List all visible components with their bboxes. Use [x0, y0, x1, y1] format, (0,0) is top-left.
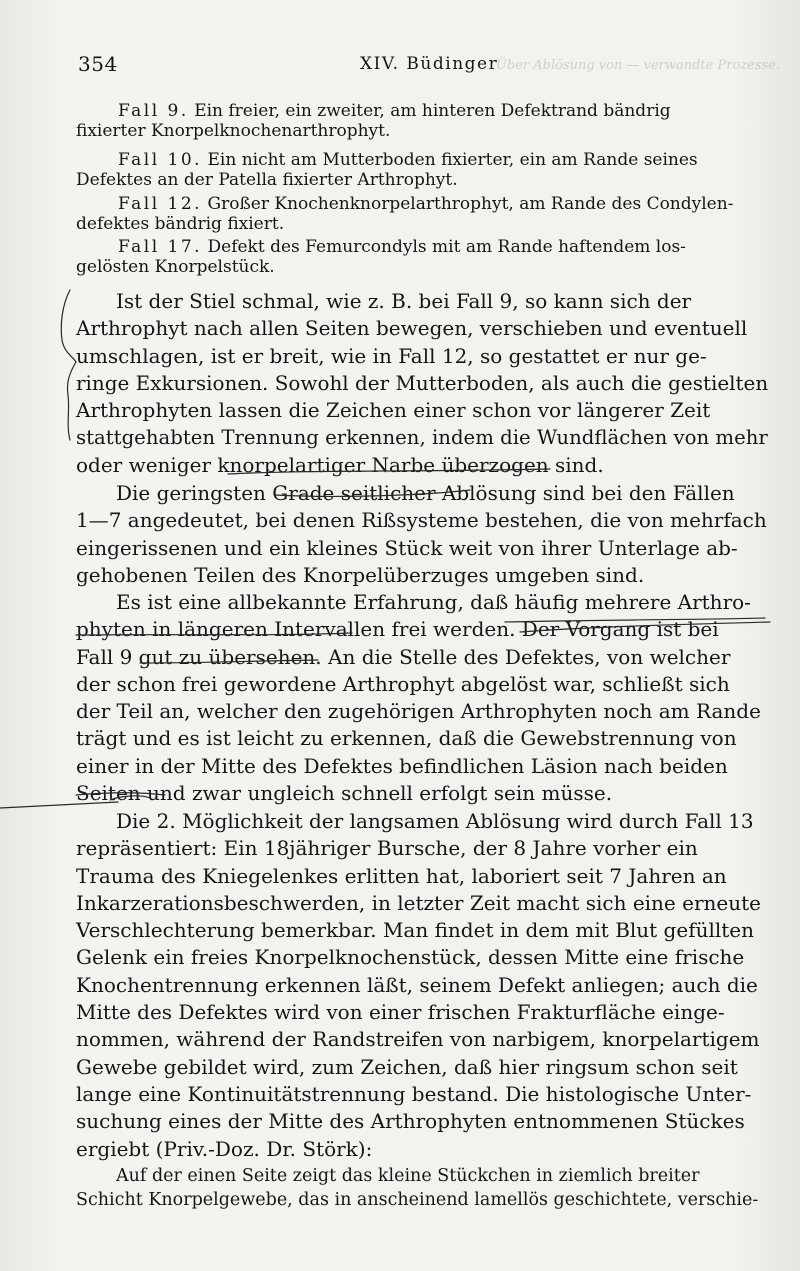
paragraph-line: oder weniger knorpelartiger Narbe überzogen sind.	[76, 452, 604, 477]
paragraph-line: Gelenk ein freies Knorpelknochenstück, dessen Mitte eine frische	[76, 945, 745, 970]
case-text-line: Defektes an der Patella fixierter Arthrophyt.	[76, 170, 458, 190]
case-fall-12	[76, 194, 768, 234]
bleed-through-text: Über Ablösung von — verwandte Prozesse.	[495, 58, 780, 73]
page-header	[78, 52, 760, 82]
running-title: XIV. Büdinger	[360, 54, 499, 74]
paragraph-line: der Teil an, welcher den zugehörigen Arthrophyten noch am Rande	[76, 699, 761, 724]
case-text-line: gelösten Knorpelstück.	[76, 257, 275, 277]
histology-quote	[76, 1164, 768, 1212]
paragraph-erfahrung	[76, 589, 768, 807]
case-text-line: Ein freier, ein zweiter, am hinteren Defektrand bändrig	[194, 101, 671, 121]
paragraph-line: eingerissenen und ein kleines Stück weit von ihrer Unterlage ab-	[76, 535, 738, 560]
paragraph-line: repräsentiert: Ein 18jähriger Bursche, der 8 Jahre vorher ein	[76, 836, 698, 861]
case-text-line: defektes bändrig fixiert.	[76, 214, 285, 234]
paragraph-line: Seiten und zwar ungleich schnell erfolgt sein müsse.	[76, 781, 613, 806]
paragraph-line: Inkarzerationsbeschwerden, in letzter Zeit macht sich eine erneute	[76, 890, 761, 915]
paragraph-line: Es ist eine allbekannte Erfahrung, daß häufig mehrere Arthro-	[116, 590, 751, 614]
paragraph-line: ergiebt (Priv.-Doz. Dr. Störk):	[76, 1136, 373, 1161]
paragraph-moeglichkeit	[76, 808, 768, 1163]
page-number: 354	[78, 52, 118, 76]
paragraph-line: Arthrophyt nach allen Seiten bewegen, verschieben und eventuell	[76, 316, 748, 341]
paragraph-line: einer in der Mitte des Defektes befindlichen Läsion nach beiden	[76, 753, 728, 778]
case-label: Fall 9.	[118, 101, 189, 121]
case-text-line: Defekt des Femurcondyls mit am Rande haftendem los-	[207, 237, 686, 257]
paragraph-line: umschlagen, ist er breit, wie in Fall 12, so gestattet er nur ge-	[76, 343, 707, 368]
paragraph-line: Arthrophyten lassen die Zeichen einer schon vor längerer Zeit	[76, 398, 711, 423]
quote-line: Schicht Knorpelgewebe, das in anscheinend lamellös geschichtete, verschie-	[76, 1190, 759, 1210]
paragraph-line: nommen, während der Randstreifen von narbigem, knorpelartigem	[76, 1027, 760, 1052]
paragraph-line: Knochentrennung erkennen läßt, seinem Defekt anliegen; auch die	[76, 972, 758, 997]
case-text-line: fixierter Knorpelknochenarthrophyt.	[76, 121, 391, 141]
case-label: Fall 17.	[118, 237, 203, 257]
paragraph-line: Ist der Stiel schmal, wie z. B. bei Fall 9, so kann sich der	[116, 289, 692, 313]
paragraph-line: Die 2. Möglichkeit der langsamen Ablösung wird durch Fall 13	[116, 809, 754, 833]
case-text-line: Ein nicht am Mutterboden fixierter, ein am Rande seines	[207, 150, 698, 170]
paragraph-line: Verschlechterung bemerkbar. Man findet in dem mit Blut gefüllten	[76, 918, 755, 943]
case-fall-10	[76, 150, 768, 190]
paragraph-line: ringe Exkursionen. Sowohl der Mutterboden, als auch die gestielten	[76, 370, 769, 395]
paragraph-line: Gewebe gebildet wird, zum Zeichen, daß hier ringsum schon seit	[76, 1054, 738, 1079]
paragraph-line: Trauma des Kniegelenkes erlitten hat, laboriert seit 7 Jahren an	[76, 863, 727, 888]
paragraph-line: lange eine Kontinuitätstrennung bestand. Die histologische Unter-	[76, 1081, 752, 1106]
quote-line: Auf der einen Seite zeigt das kleine Stückchen in ziemlich breiter	[116, 1166, 700, 1186]
case-label: Fall 12.	[118, 194, 203, 214]
paragraph-line: Fall 9 gut zu übersehen. An die Stelle des Defektes, von welcher	[76, 644, 731, 669]
case-fall-9	[76, 101, 768, 141]
case-fall-17	[76, 237, 768, 277]
paragraph-line: 1—7 angedeutet, bei denen Rißsysteme bestehen, die von mehrfach	[76, 508, 767, 533]
paragraph-line: Die geringsten Grade seitlicher Ablösung sind bei den Fällen	[116, 481, 735, 505]
paragraph-line: suchung eines der Mitte des Arthrophyten entnommenen Stückes	[76, 1109, 745, 1134]
case-text-line: Großer Knochenknorpelarthrophyt, am Rande des Condylen-	[207, 194, 734, 214]
paragraph-line: stattgehabten Trennung erkennen, indem die Wundflächen von mehr	[76, 425, 768, 450]
paragraph-line: der schon frei gewordene Arthrophyt abgelöst war, schließt sich	[76, 671, 730, 696]
paragraph-stiel	[76, 288, 768, 479]
margin-bracket-mark	[61, 290, 76, 440]
paragraph-line: phyten in längeren Intervallen frei werden. Der Vorgang ist bei	[76, 617, 719, 642]
paragraph-line: Mitte des Defektes wird von einer frischen Frakturfläche einge-	[76, 1000, 725, 1025]
paragraph-grade	[76, 480, 768, 589]
paragraph-line: gehobenen Teilen des Knorpelüberzuges umgeben sind.	[76, 562, 645, 587]
case-label: Fall 10.	[118, 150, 203, 170]
paragraph-line: trägt und es ist leicht zu erkennen, daß die Gewebstrennung von	[76, 726, 737, 751]
